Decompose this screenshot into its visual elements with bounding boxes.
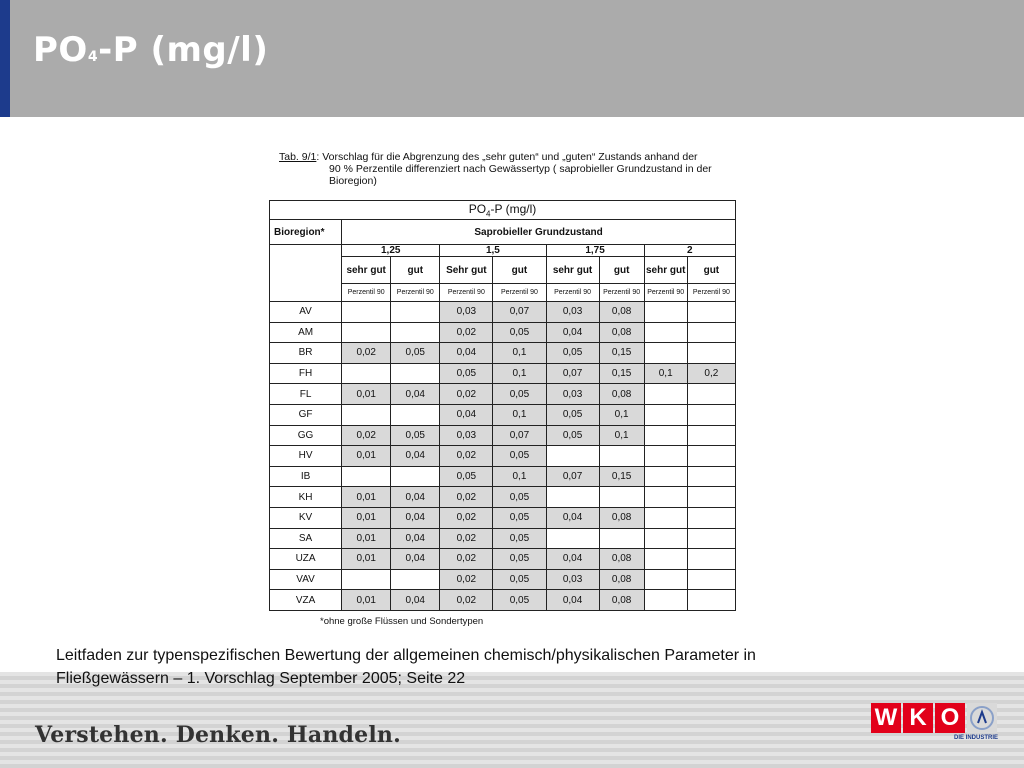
value-cell: 0,02	[440, 487, 493, 508]
value-cell	[391, 322, 440, 343]
grundzustand-header: Saprobieller Grundzustand	[342, 220, 736, 245]
slide-title-subscript: 4	[87, 49, 99, 65]
group-header: 1,25	[342, 245, 440, 257]
value-cell: 0,08	[599, 302, 644, 323]
perzentil-header: Perzentil 90	[644, 284, 687, 302]
status-header: gut	[687, 257, 735, 284]
value-cell	[644, 425, 687, 446]
source-line-2: Fließgewässern – 1. Vorschlag September 2005; Seite 22	[56, 670, 466, 687]
value-cell: 0,01	[342, 549, 391, 570]
value-cell: 0,08	[599, 507, 644, 528]
value-cell	[687, 569, 735, 590]
value-cell: 0,02	[440, 322, 493, 343]
value-cell	[546, 487, 599, 508]
value-cell: 0,02	[440, 549, 493, 570]
value-cell	[342, 569, 391, 590]
group-header: 2	[644, 245, 735, 257]
value-cell: 0,01	[342, 590, 391, 611]
table-row	[270, 343, 736, 364]
value-cell: 0,02	[342, 343, 391, 364]
value-cell: 0,04	[391, 507, 440, 528]
value-cell: 0,05	[493, 590, 546, 611]
value-cell: 0,07	[493, 425, 546, 446]
bioregion-code: GF	[270, 404, 342, 425]
table-row	[270, 507, 736, 528]
value-cell	[391, 363, 440, 384]
value-cell	[687, 466, 735, 487]
value-cell: 0,05	[391, 343, 440, 364]
table-row	[270, 425, 736, 446]
value-cell: 0,03	[546, 302, 599, 323]
source-citation	[56, 644, 956, 690]
bioregion-code: VAV	[270, 569, 342, 590]
value-cell: 0,05	[493, 487, 546, 508]
po4-table	[269, 200, 736, 611]
bioregion-blank-cell	[270, 245, 342, 302]
status-header: gut	[599, 257, 644, 284]
value-cell	[687, 507, 735, 528]
bioregion-code: UZA	[270, 549, 342, 570]
value-cell: 0,1	[599, 425, 644, 446]
status-header: gut	[391, 257, 440, 284]
perzentil-header: Perzentil 90	[342, 284, 391, 302]
value-cell	[687, 322, 735, 343]
group-header: 1,75	[546, 245, 644, 257]
value-cell	[644, 590, 687, 611]
table-title-subscript: 4	[486, 209, 491, 219]
status-header: sehr gut	[342, 257, 391, 284]
value-cell	[644, 322, 687, 343]
title-bar-accent	[0, 0, 10, 117]
value-cell	[391, 466, 440, 487]
bioregion-code: AV	[270, 302, 342, 323]
value-cell: 0,04	[546, 549, 599, 570]
value-cell: 0,08	[599, 384, 644, 405]
value-cell: 0,03	[546, 569, 599, 590]
value-cell	[644, 302, 687, 323]
table-row	[270, 590, 736, 611]
caption-line-3: Bioregion)	[329, 175, 377, 187]
value-cell: 0,01	[342, 487, 391, 508]
value-cell	[644, 507, 687, 528]
value-cell: 0,1	[493, 363, 546, 384]
table-title-rest: -P (mg/l)	[490, 201, 537, 216]
slide-title-rest: -P (mg/l)	[98, 30, 269, 70]
value-cell: 0,02	[440, 528, 493, 549]
bioregion-code: BR	[270, 343, 342, 364]
value-cell: 0,07	[493, 302, 546, 323]
value-cell: 0,02	[440, 569, 493, 590]
perzentil-header: Perzentil 90	[391, 284, 440, 302]
table-row	[270, 322, 736, 343]
table-row	[270, 363, 736, 384]
value-cell: 0,05	[493, 507, 546, 528]
value-cell: 0,07	[546, 466, 599, 487]
value-cell	[391, 302, 440, 323]
bioregion-code: FH	[270, 363, 342, 384]
value-cell: 0,1	[493, 343, 546, 364]
group-header-row	[270, 245, 736, 257]
value-cell	[644, 569, 687, 590]
table-footnote: *ohne große Flüssen und Sondertypen	[320, 616, 484, 627]
value-cell: 0,05	[493, 528, 546, 549]
value-cell: 0,08	[599, 322, 644, 343]
value-cell	[342, 466, 391, 487]
value-cell	[687, 384, 735, 405]
value-cell	[687, 446, 735, 467]
value-cell: 0,05	[546, 404, 599, 425]
value-cell: 0,05	[493, 446, 546, 467]
table-title-main: PO	[468, 201, 487, 216]
value-cell	[342, 322, 391, 343]
value-cell	[644, 384, 687, 405]
value-cell	[546, 446, 599, 467]
value-cell: 0,15	[599, 363, 644, 384]
value-cell	[391, 569, 440, 590]
logo-letter: K	[903, 703, 933, 733]
value-cell: 0,1	[493, 466, 546, 487]
slide-title	[33, 30, 268, 70]
value-cell: 0,05	[440, 363, 493, 384]
value-cell	[644, 549, 687, 570]
value-cell: 0,04	[546, 590, 599, 611]
perzentil-header: Perzentil 90	[546, 284, 599, 302]
value-cell	[687, 590, 735, 611]
value-cell: 0,04	[391, 528, 440, 549]
value-cell	[687, 404, 735, 425]
wko-logo	[871, 699, 1001, 747]
value-cell	[687, 343, 735, 364]
value-cell	[644, 343, 687, 364]
caption-line-2: 90 % Perzentile differenziert nach Gewässertyp ( saprobieller Grundzustand in der	[329, 163, 712, 175]
group-header: 1,5	[440, 245, 546, 257]
value-cell: 0,04	[391, 446, 440, 467]
status-header: sehr gut	[644, 257, 687, 284]
value-cell: 0,04	[391, 487, 440, 508]
bioregion-code: GG	[270, 425, 342, 446]
perzentil-header: Perzentil 90	[493, 284, 546, 302]
value-cell: 0,05	[493, 569, 546, 590]
value-cell: 0,04	[546, 507, 599, 528]
value-cell: 0,05	[493, 384, 546, 405]
logo-letter: W	[871, 703, 901, 733]
bioregion-code: SA	[270, 528, 342, 549]
value-cell	[644, 466, 687, 487]
bioregion-code: AM	[270, 322, 342, 343]
bioregion-code: KH	[270, 487, 342, 508]
value-cell: 0,01	[342, 384, 391, 405]
logo-emblem-icon	[967, 703, 997, 733]
value-cell: 0,02	[440, 446, 493, 467]
value-cell: 0,03	[440, 302, 493, 323]
caption-table-ref: Tab. 9/1	[279, 151, 317, 163]
value-cell	[687, 549, 735, 570]
value-cell: 0,1	[644, 363, 687, 384]
value-cell: 0,1	[493, 404, 546, 425]
value-cell: 0,04	[391, 549, 440, 570]
value-cell: 0,04	[440, 404, 493, 425]
value-cell	[342, 302, 391, 323]
footer-slogan: Verstehen. Denken. Handeln.	[35, 722, 401, 748]
table-row	[270, 404, 736, 425]
value-cell	[687, 425, 735, 446]
bioregion-code: KV	[270, 507, 342, 528]
perzentil-header: Perzentil 90	[687, 284, 735, 302]
value-cell: 0,02	[342, 425, 391, 446]
status-header: gut	[493, 257, 546, 284]
value-cell	[546, 528, 599, 549]
value-cell: 0,05	[440, 466, 493, 487]
value-cell: 0,01	[342, 446, 391, 467]
value-cell: 0,04	[391, 590, 440, 611]
value-cell: 0,02	[440, 590, 493, 611]
value-cell: 0,07	[546, 363, 599, 384]
value-cell	[599, 487, 644, 508]
value-cell: 0,02	[440, 384, 493, 405]
table-row	[270, 569, 736, 590]
value-cell: 0,01	[342, 507, 391, 528]
value-cell: 0,05	[391, 425, 440, 446]
table-row	[270, 302, 736, 323]
bioregion-header: Bioregion*	[270, 220, 342, 245]
bioregion-code: IB	[270, 466, 342, 487]
perzentil-header: Perzentil 90	[599, 284, 644, 302]
table-row	[270, 528, 736, 549]
value-cell: 0,03	[546, 384, 599, 405]
value-cell	[687, 302, 735, 323]
table-row	[270, 446, 736, 467]
table-header-row	[270, 220, 736, 245]
value-cell: 0,05	[546, 343, 599, 364]
value-cell: 0,01	[342, 528, 391, 549]
table-body	[270, 201, 736, 611]
value-cell	[342, 363, 391, 384]
value-cell	[687, 528, 735, 549]
table-title-cell	[270, 201, 736, 220]
value-cell: 0,15	[599, 343, 644, 364]
source-line-1: Leitfaden zur typenspezifischen Bewertung der allgemeinen chemisch/physikalischen Parameter in	[56, 647, 756, 664]
title-bar	[0, 0, 1024, 117]
value-cell	[599, 446, 644, 467]
value-cell: 0,04	[440, 343, 493, 364]
caption-line-1: : Vorschlag für die Abgrenzung des „sehr guten“ und „guten“ Zustands anhand der	[316, 151, 698, 163]
value-cell	[687, 487, 735, 508]
value-cell: 0,08	[599, 569, 644, 590]
value-cell: 0,02	[440, 507, 493, 528]
value-cell	[391, 404, 440, 425]
perzentil-header: Perzentil 90	[440, 284, 493, 302]
table-row	[270, 487, 736, 508]
value-cell	[599, 528, 644, 549]
value-cell: 0,05	[493, 322, 546, 343]
value-cell	[644, 446, 687, 467]
value-cell: 0,08	[599, 549, 644, 570]
value-cell	[644, 487, 687, 508]
table-row	[270, 549, 736, 570]
table-caption	[279, 151, 739, 187]
logo-subtitle: DIE INDUSTRIE	[953, 735, 998, 741]
value-cell: 0,1	[599, 404, 644, 425]
table-title-row	[270, 201, 736, 220]
value-cell: 0,15	[599, 466, 644, 487]
value-cell	[644, 404, 687, 425]
value-cell: 0,05	[493, 549, 546, 570]
value-cell: 0,04	[546, 322, 599, 343]
table-row	[270, 384, 736, 405]
value-cell	[644, 528, 687, 549]
value-cell: 0,03	[440, 425, 493, 446]
status-header: sehr gut	[546, 257, 599, 284]
value-cell: 0,2	[687, 363, 735, 384]
slide-title-main: PO	[33, 30, 88, 70]
bioregion-code: FL	[270, 384, 342, 405]
table-row	[270, 466, 736, 487]
bioregion-code: VZA	[270, 590, 342, 611]
value-cell: 0,08	[599, 590, 644, 611]
bioregion-code: HV	[270, 446, 342, 467]
value-cell	[342, 404, 391, 425]
value-cell: 0,04	[391, 384, 440, 405]
logo-letter: O	[935, 703, 965, 733]
status-header: Sehr gut	[440, 257, 493, 284]
value-cell: 0,05	[546, 425, 599, 446]
